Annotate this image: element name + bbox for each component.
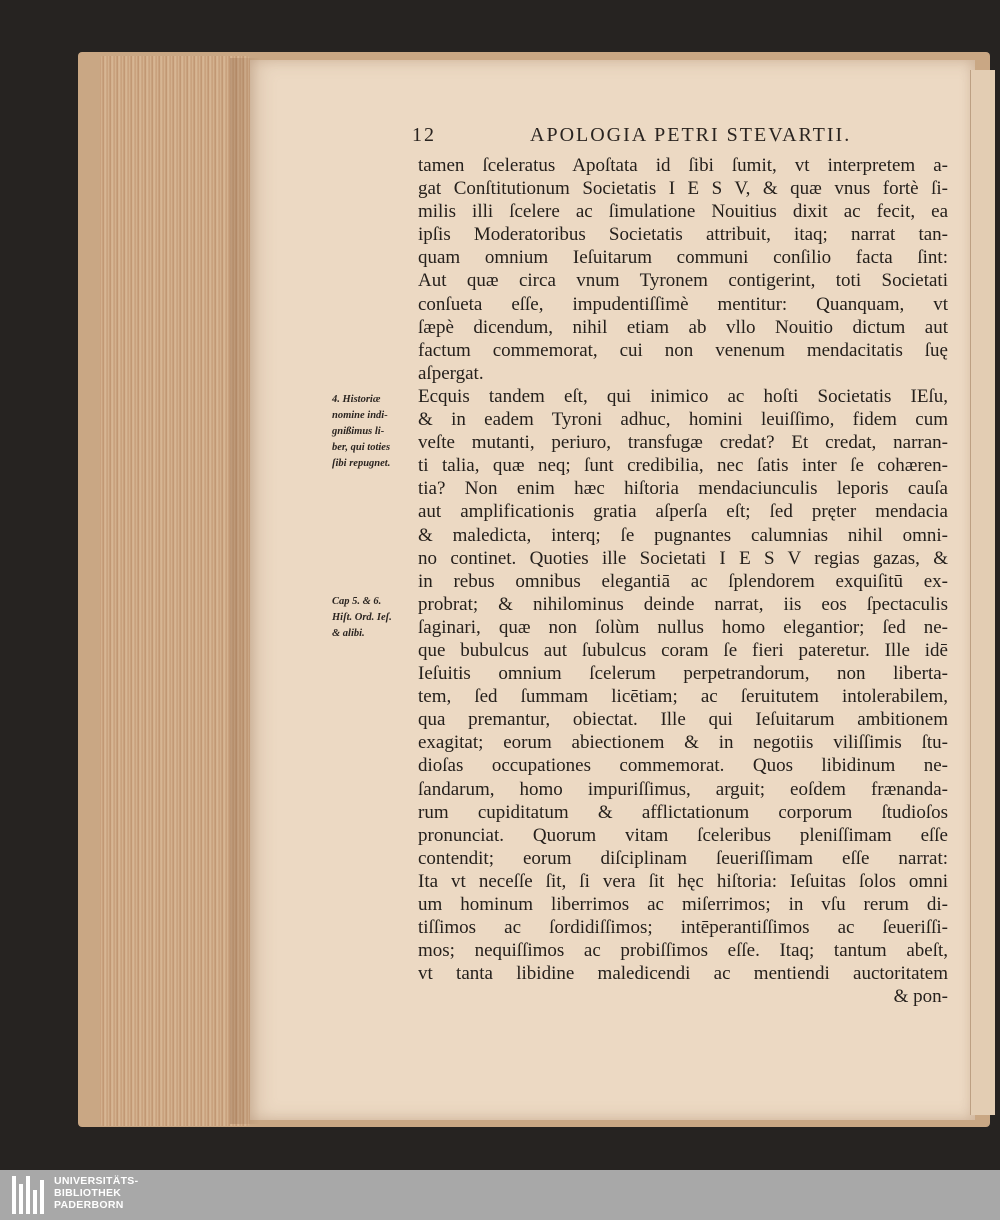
marginal-line: ber, qui toties — [332, 442, 391, 453]
text-line: aſpergat. — [418, 362, 484, 384]
page-number: 12 — [412, 124, 436, 146]
running-head-title: APOLOGIA PETRI STEVARTII. — [530, 124, 852, 146]
text-line: um hominum liberrimos ac miſerrimos; in vſu rerum di- — [418, 894, 948, 915]
text-line: tia? Non enim hæc hiſtoria mendaciunculis leporis cauſa — [418, 478, 948, 500]
marginal-note-reference — [332, 594, 416, 642]
text-line: ipſis Moderatoribus Societatis attribuit, itaq; narrat tan- — [418, 224, 948, 246]
text-line: probrat; & nihilominus deinde narrat, iis eos ſpectaculis — [418, 593, 948, 615]
library-footer — [0, 1170, 1000, 1220]
text-line: Ecquis tandem eſt, qui inimico ac hoſti Societatis IEſu, — [418, 385, 948, 407]
running-head — [412, 124, 952, 150]
text-line: veſte mutanti, periuro, transfugæ credat? Et credat, narran- — [418, 432, 948, 454]
text-line: milis illi ſcelere ac ſimulatione Nouitius dixit ac fecit, ea — [418, 201, 948, 223]
library-logo-icon — [12, 1176, 46, 1214]
text-line: tamen ſceleratus Apoſtata id ſibi ſumit, vt interpretem a- — [418, 155, 948, 176]
text-line: aut amplificationis gratia aſperſa eſt; ſed pręter mendacia — [418, 501, 948, 523]
text-line: mos; nequiſſimos ac probiſſimos eſſe. Itaq; tantum abeſt, — [418, 940, 948, 962]
text-line: Ieſuitis omnium ſcelerum perpetrandorum, non liberta- — [418, 663, 948, 685]
text-line: tem, ſed ſummam licētiam; ac ſeruitutem intolerabilem, — [418, 686, 948, 708]
text-line: dioſas occupationes commemorat. Quos libidinum ne- — [418, 755, 948, 777]
text-line: vt tanta libidine maledicendi ac mentiendi auctoritatem — [418, 963, 948, 985]
marginal-line: 4. Historiæ — [332, 394, 381, 405]
text-line: gat Conſtitutionum Societatis I E S V, & quæ vnus fortè ſi- — [418, 178, 948, 200]
text-line: & maledicta, interq; ſe pugnantes calumnias nihil omni- — [418, 524, 948, 546]
page-edges — [100, 56, 250, 1126]
library-name-line: BIBLIOTHEK — [54, 1187, 122, 1199]
text-line: tiſſimos ac ſordidiſſimos; intēperantiſſimos ac ſeueriſſi- — [418, 917, 948, 939]
text-line: ti talia, quæ neq; ſunt credibilia, nec ſatis inter ſe cohæren- — [418, 455, 948, 477]
marginal-line: nomine indi- — [332, 410, 388, 421]
text-line: qua premantur, obiectat. Ille qui Ieſuitarum ambitionem — [418, 709, 948, 731]
text-line: contendit; eorum diſciplinam ſeueriſſimam eſſe narrat: — [418, 847, 948, 869]
text-line: Ita vt neceſſe ſit, ſi vera ſit hęc hiſtoria: Ieſuitas ſolos omni — [418, 870, 948, 892]
text-line: ſæpè dicendum, nihil etiam ab vllo Nouitio dictum aut — [418, 316, 948, 338]
text-line: conſueta eſſe, impudentiſſimè mentitur: Quanquam, vt — [418, 293, 948, 315]
text-line: quam omnium Ieſuitarum communi conſilio facta ſint: — [418, 247, 948, 269]
text-line: exagitat; eorum abiectionem & in negotiis viliſſimis ſtu- — [418, 732, 948, 754]
marginal-line: & alibi. — [332, 628, 365, 639]
gutter-shadow — [230, 58, 260, 1124]
text-line: Aut quæ circa vnum Tyronem contigerint, toti Societati — [418, 270, 948, 292]
text-line: pronunciat. Quorum vitam ſceleribus pleniſſimam eſſe — [418, 824, 948, 846]
text-line: ſaginari, quæ non ſolùm nullus homo elegantior; ſed ne- — [418, 616, 948, 638]
library-name-line: PADERBORN — [54, 1199, 124, 1211]
text-line: que bubulcus aut ſubulcus coram ſe fieri pateretur. Ille idē — [418, 639, 948, 661]
facing-page-edge — [970, 70, 995, 1115]
marginal-line: Hiſt. Ord. Ieſ. — [332, 612, 392, 623]
text-line: in rebus omnibus elegantiā ac ſplendorem exquiſitū ex- — [418, 570, 948, 592]
text-line: & in eadem Tyroni adhuc, homini leuiſſimo, fidem cum — [418, 409, 948, 431]
marginal-line: gnißimus li- — [332, 426, 385, 437]
marginal-line: Cap 5. & 6. — [332, 596, 382, 607]
text-line: factum commemorat, cui non venenum mendacitatis ſuę — [418, 339, 948, 361]
text-line: no continet. Quoties ille Societati I E S V regias gazas, & — [418, 547, 948, 569]
library-name — [54, 1175, 138, 1211]
text-line: ſandarum, homo impuriſſimus, arguit; eoſdem frænanda- — [418, 778, 948, 800]
body-text — [418, 154, 948, 1008]
catchword: & pon- — [893, 986, 948, 1008]
text-line: rum cupiditatum & afflictationum corporum ſtudioſos — [418, 801, 948, 823]
marginal-line: ſibi repugnet. — [332, 458, 391, 469]
library-name-line: UNIVERSITÄTS- — [54, 1175, 139, 1187]
marginal-note-history — [332, 392, 416, 472]
